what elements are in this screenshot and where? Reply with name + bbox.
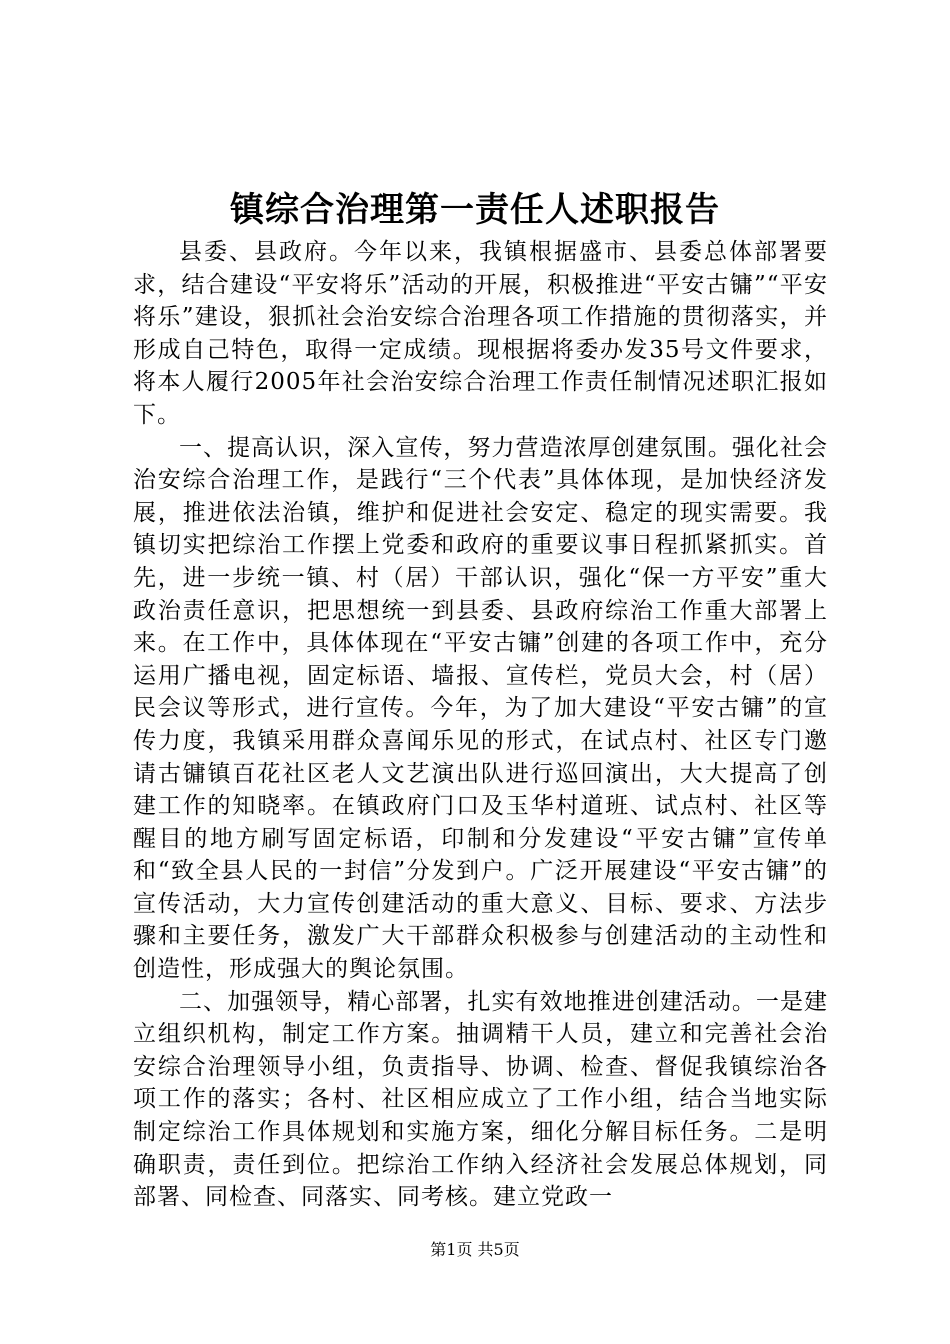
page-footer: 第1页 共5页 — [430, 1240, 520, 1259]
paragraph-section-2: 二、加强领导，精心部署，扎实有效地推进创建活动。一是建立组织机构，制定工作方案。抽调精干人员，建立和完善社会治安综合治理领导小组，负责指导、协调、检查、督促我镇综治各项工作的落实；各村、社区相应成立了工作小组，结合当地实际制定综治工作具体规划和实施方案，细化分解目标任务。二是明确职责，责任到位。把综治工作纳入经济社会发展总体规划，同部署、同检查、同落实、同考核。建立党政一 — [133, 988, 828, 1211]
document-body — [133, 236, 828, 1214]
document-title: 镇综合治理第一责任人述职报告 — [230, 190, 720, 230]
paragraph-section-1: 一、提高认识，深入宣传，努力营造浓厚创建氛围。强化社会治安综合治理工作，是践行“三个代表”具体体现，是加快经济发展，推进依法治镇，维护和促进社会安定、稳定的现实需要。我镇切实把综治工作摆上党委和政府的重要议事日程抓紧抓实。首先，进一步统一镇、村（居）干部认识，强化“保一方平安”重大政治责任意识，把思想统一到县委、县政府综治工作重大部署上来。在工作中，具体体现在“平安古镛”创建的各项工作中，充分运用广播电视，固定标语、墙报、宣传栏，党员大会，村（居）民会议等形式，进行宣传。今年，为了加大建设“平安古镛”的宣传力度，我镇采用群众喜闻乐见的形式，在试点村、社区专门邀请古镛镇百花社区老人文艺演出队进行巡回演出，大大提高了创建工作的知晓率。在镇政府门口及玉华村道班、试点村、社区等醒目的地方刷写固定标语，印制和分发建设“平安古镛”宣传单和“致全县人民的一封信”分发到户。广泛开展建设“平安古镛”的宣传活动，大力宣传创建活动的重大意义、目标、要求、方法步骤和主要任务，激发广大干部群众积极参与创建活动的主动性和创造性，形成强大的舆论氛围。 — [133, 434, 828, 983]
paragraph-intro: 县委、县政府。今年以来，我镇根据盛市、县委总体部署要求，结合建设“平安将乐”活动的开展，积极推进“平安古镛”“平安将乐”建设，狠抓社会治安综合治理各项工作措施的贯彻落实，并形成自己特色，取得一定成绩。现根据将委办发35号文件要求，将本人履行2005年社会治安综合治理工作责任制情况述职汇报如下。 — [133, 239, 828, 428]
